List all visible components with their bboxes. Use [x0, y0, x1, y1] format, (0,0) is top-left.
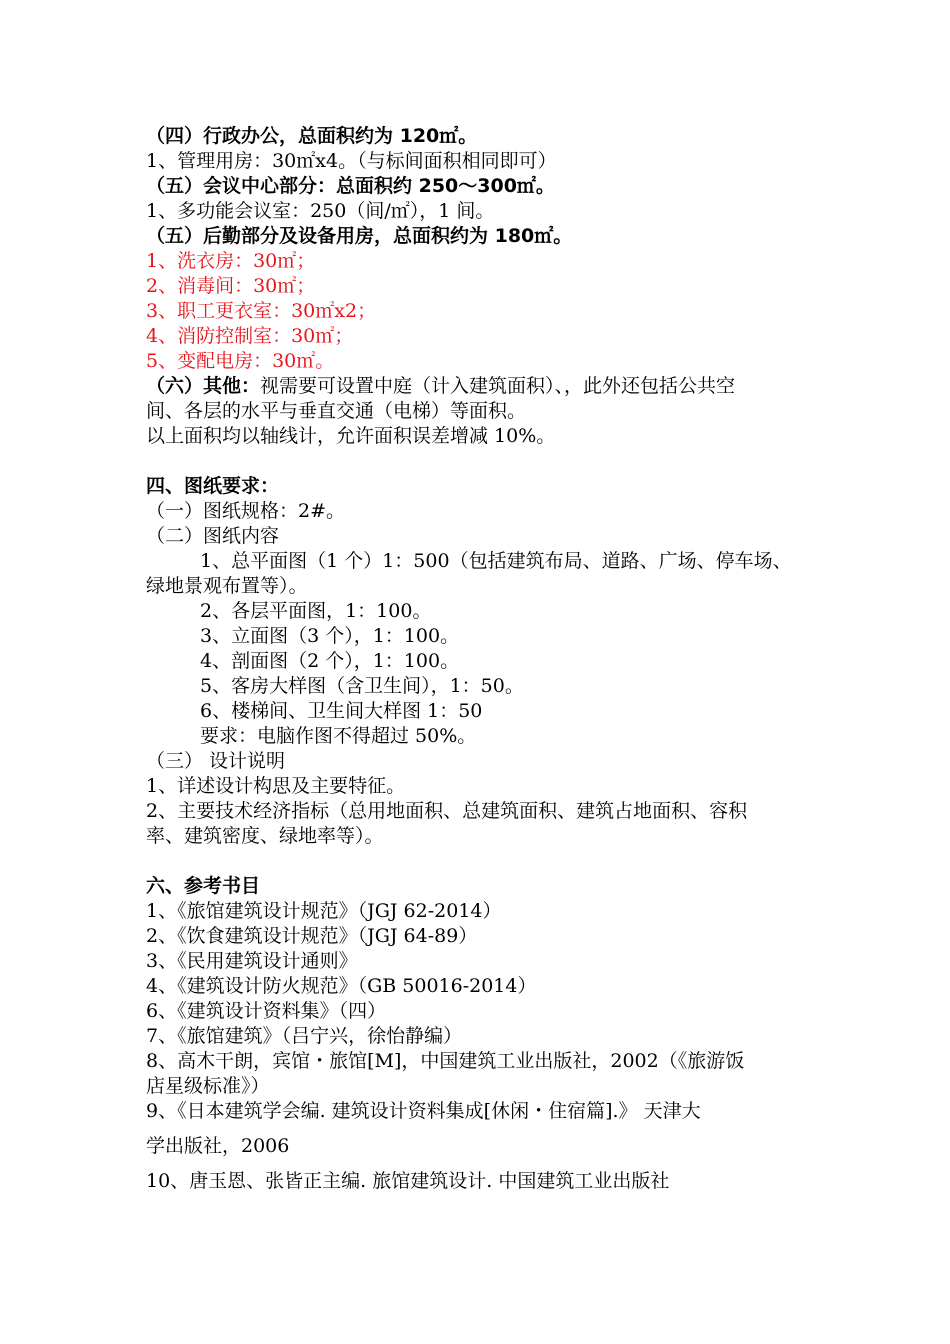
drawing-item-2: 2、各层平面图，1：100。 — [200, 600, 432, 622]
drawing-item-5: 5、客房大样图（含卫生间），1：50。 — [200, 675, 524, 697]
section-meeting-heading: （五）会议中心部分：总面积约 250～300㎡。 — [146, 175, 555, 197]
design-note-2-line-2: 率、建筑密度、绿地率等）。 — [146, 825, 384, 847]
logistics-item-1: 1、洗衣房：30㎡； — [146, 250, 316, 272]
reference-item-4: 4、《建筑设计防火规范》（GB 50016-2014） — [146, 975, 537, 997]
reference-item-8-line-1: 8、高木干朗，宾馆・旅馆[M]，中国建筑工业出版社，2002（《旅游饭 — [146, 1050, 745, 1072]
drawing-item-6: 6、楼梯间、卫生间大样图 1：50 — [200, 700, 483, 722]
logistics-item-3: 3、职工更衣室：30㎡x2； — [146, 300, 377, 322]
drawings-spec: （一）图纸规格：2#。 — [146, 500, 346, 522]
reference-item-9-line-2: 学出版社，2006 — [146, 1135, 290, 1157]
logistics-item-2: 2、消毒间：30㎡； — [146, 275, 316, 297]
drawing-item-4: 4、剖面图（2 个），1：100。 — [200, 650, 460, 672]
section-admin-heading: （四）行政办公，总面积约为 120㎡。 — [146, 125, 478, 147]
admin-item-1: 1、管理用房：30㎡x4。（与标间面积相同即可） — [146, 150, 557, 172]
section-other-label: （六）其他： — [146, 375, 261, 397]
drawings-content-title: （二）图纸内容 — [146, 525, 280, 547]
drawing-item-3: 3、立面图（3 个），1：100。 — [200, 625, 460, 647]
reference-item-3: 3、《民用建筑设计通则》 — [146, 950, 358, 972]
reference-item-9-line-1: 9、《日本建筑学会编. 建筑设计资料集成[休闲・住宿篇].》 天津大 — [146, 1100, 701, 1122]
area-tolerance-note: 以上面积均以轴线计，允许面积误差增减 10%。 — [146, 425, 556, 447]
reference-item-7: 7、《旅馆建筑》（吕宁兴，徐怡静编） — [146, 1025, 463, 1047]
drawing-requirement: 要求：电脑作图不得超过 50%。 — [200, 725, 477, 747]
logistics-item-4: 4、消防控制室：30㎡； — [146, 325, 354, 347]
drawings-heading: 四、图纸要求： — [146, 475, 280, 497]
reference-item-10: 10、唐玉恩、张皆正主编. 旅馆建筑设计. 中国建筑工业出版社 — [146, 1170, 670, 1192]
design-notes-title: （三） 设计说明 — [146, 750, 286, 772]
section-other-text-1: 视需要可设置中庭（计入建筑面积）、，此外还包括公共空 — [260, 375, 736, 397]
references-heading: 六、参考书目 — [146, 875, 261, 897]
design-note-2-line-1: 2、主要技术经济指标（总用地面积、总建筑面积、建筑占地面积、容积 — [146, 800, 748, 822]
drawing-item-1-line-2: 绿地景观布置等）。 — [146, 575, 308, 597]
reference-item-2: 2、《饮食建筑设计规范》（JGJ 64-89） — [146, 925, 478, 947]
meeting-item-1: 1、多功能会议室：250（间/㎡），1 间。 — [146, 200, 495, 222]
reference-item-8-line-2: 店星级标准》） — [146, 1075, 270, 1097]
drawing-item-1-line-1: 1、总平面图（1 个）1：500（包括建筑布局、道路、广场、停车场、 — [200, 550, 792, 572]
section-other-line-2: 间、各层的水平与垂直交通（电梯）等面积。 — [146, 400, 527, 422]
design-note-1: 1、详述设计构思及主要特征。 — [146, 775, 406, 797]
logistics-item-5: 5、变配电房：30㎡。 — [146, 350, 335, 372]
reference-item-1: 1、《旅馆建筑设计规范》（JGJ 62-2014） — [146, 900, 502, 922]
reference-item-6: 6、《建筑设计资料集》（四） — [146, 1000, 387, 1022]
section-logistics-heading: （五）后勤部分及设备用房，总面积约为 180㎡。 — [146, 225, 573, 247]
section-other-line-1 — [146, 374, 826, 399]
